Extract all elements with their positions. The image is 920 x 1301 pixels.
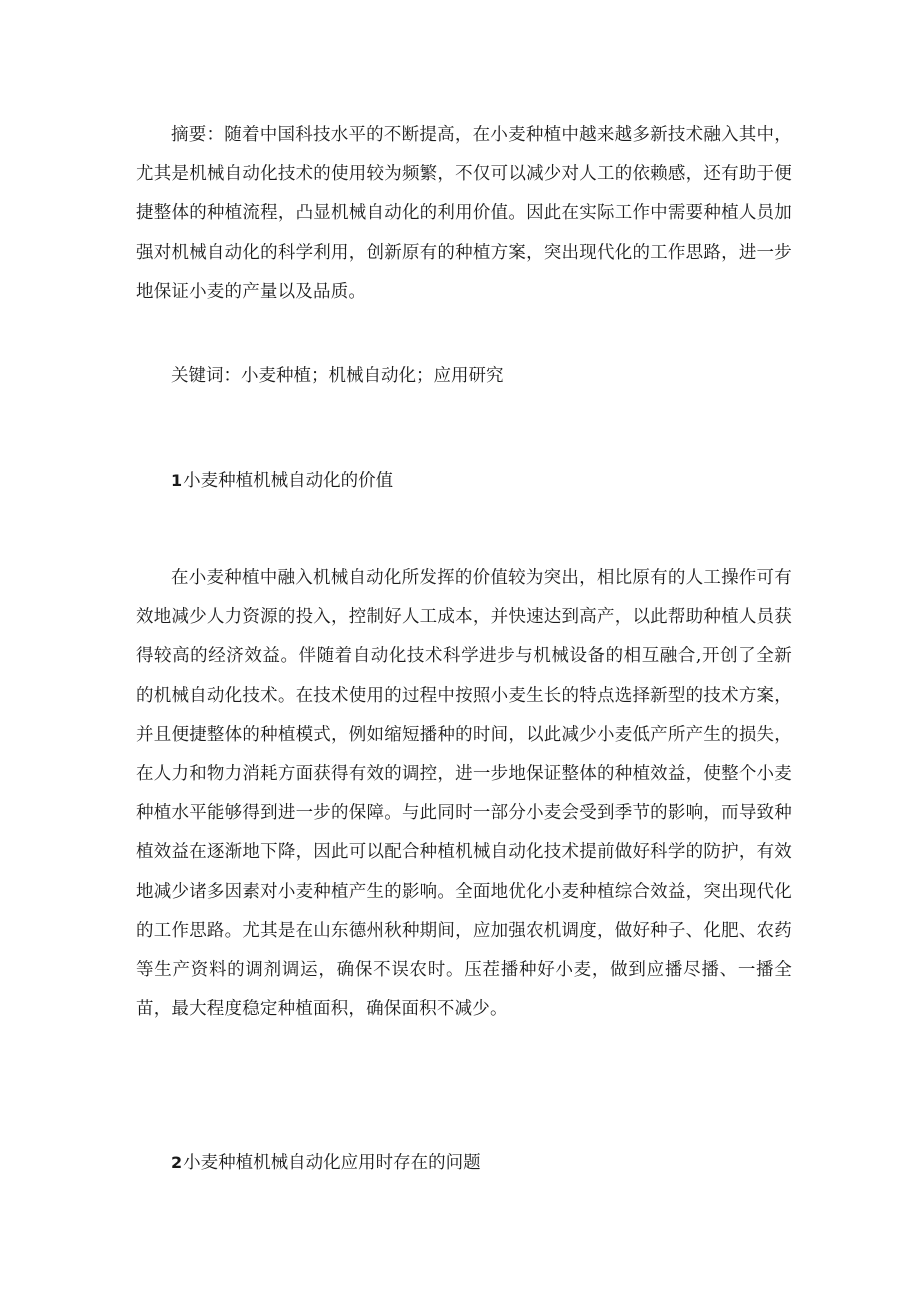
section-2-number: 2 — [171, 1153, 183, 1172]
section-1-body-block — [136, 559, 792, 1029]
section-1-number: 1 — [171, 471, 183, 490]
section-2-heading — [136, 1148, 792, 1178]
section-1-paragraph: 在小麦种植中融入机械自动化所发挥的价值较为突出，相比原有的人工操作可有效地减少人力资源的投入，控制好人工成本，并快速达到高产，以此帮助种植人员获得较高的经济效益。伴随着自动化技术科学进步与机械设备的相互融合,开创了全新的机械自动化技术。在技术使用的过程中按照小麦生长的特点选择新型的技术方案，并且便捷整体的种植模式，例如缩短播种的时间，以此减少小麦低产所产生的损失，在人力和物力消耗方面获得有效的调控，进一步地保证整体的种植效益，使整个小麦种植水平能够得到进一步的保障。与此同时一部分小麦会受到季节的影响，而导致种植效益在逐渐地下降，因此可以配合种植机械自动化技术提前做好科学的防护，有效地减少诸多因素对小麦种植产生的影响。全面地优化小麦种植综合效益，突出现代化的工作思路。尤其是在山东德州秋种期间，应加强农机调度，做好种子、化肥、农药等生产资料的调剂调运，确保不误农时。压茬播种好小麦，做到应播尽播、一播全苗，最大程度稳定种植面积，确保面积不减少。 — [136, 568, 792, 1020]
abstract-block — [136, 116, 792, 312]
section-2-title: 小麦种植机械自动化应用时存在的问题 — [183, 1153, 481, 1173]
keywords-line: 关键词：小麦种植；机械自动化；应用研究 — [171, 366, 504, 386]
keywords-block — [136, 361, 792, 391]
section-1-title: 小麦种植机械自动化的价值 — [183, 471, 394, 491]
abstract-paragraph: 摘要：随着中国科技水平的不断提高，在小麦种植中越来越多新技术融入其中，尤其是机械自动化技术的使用较为频繁，不仅可以减少对人工的依赖感，还有助于便捷整体的种植流程，凸显机械自动化的利用价值。因此在实际工作中需要种植人员加强对机械自动化的科学利用，创新原有的种植方案，突出现代化的工作思路，进一步地保证小麦的产量以及品质。 — [136, 125, 792, 302]
section-1-heading — [136, 466, 792, 496]
